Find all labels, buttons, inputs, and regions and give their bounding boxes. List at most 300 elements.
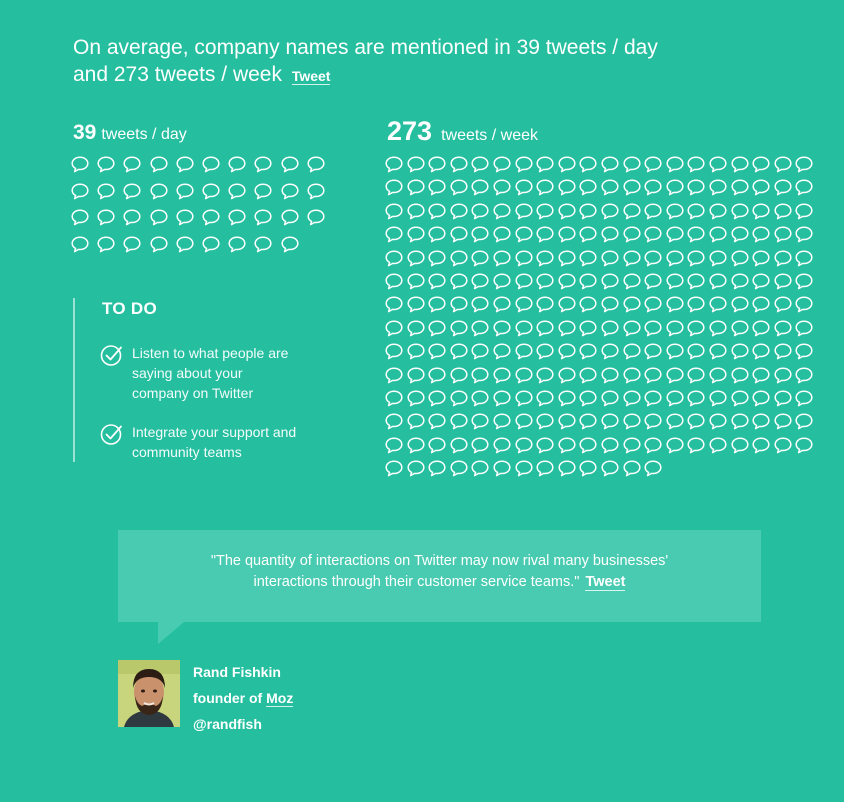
speech-bubble-icon <box>385 413 403 430</box>
speech-bubble-icon <box>515 273 533 290</box>
speech-bubble-icon <box>254 183 272 200</box>
speech-bubble-icon <box>731 413 749 430</box>
speech-bubble-icon <box>202 209 220 226</box>
speech-bubble-icon <box>558 460 576 477</box>
speech-bubble-icon <box>536 367 554 384</box>
speech-bubble-icon <box>536 250 554 267</box>
speech-bubble-icon <box>450 367 468 384</box>
speech-bubble-icon <box>795 320 813 337</box>
speech-bubble-icon <box>687 203 705 220</box>
speech-bubble-icon <box>176 156 194 173</box>
speech-bubble-icon <box>493 367 511 384</box>
speech-bubble-icon <box>601 413 619 430</box>
speech-bubble-icon <box>536 203 554 220</box>
speech-bubble-icon <box>228 236 246 253</box>
todo-item-line: Integrate your support and <box>132 424 297 440</box>
avatar <box>118 660 180 727</box>
speech-bubble-icon <box>644 179 662 196</box>
speech-bubble-icon <box>123 183 141 200</box>
speech-bubble-icon <box>623 413 641 430</box>
speech-bubble-icon <box>601 179 619 196</box>
speech-bubble-icon <box>515 296 533 313</box>
speech-bubble-icon <box>601 343 619 360</box>
speech-bubble-icon <box>666 273 684 290</box>
todo-panel <box>73 298 345 462</box>
speech-bubble-icon <box>709 179 727 196</box>
speech-bubble-icon <box>666 296 684 313</box>
speech-bubble-icon <box>515 250 533 267</box>
speech-bubble-icon <box>558 250 576 267</box>
speech-bubble-icon <box>385 296 403 313</box>
speech-bubble-icon <box>123 156 141 173</box>
speech-bubble-icon <box>536 413 554 430</box>
speech-bubble-icon <box>202 183 220 200</box>
speech-bubble-icon <box>97 183 115 200</box>
speech-bubble-icon <box>97 209 115 226</box>
quote-text <box>158 551 721 593</box>
speech-bubble-icon <box>558 343 576 360</box>
speech-bubble-icon <box>515 320 533 337</box>
todo-item <box>100 422 296 462</box>
speech-bubble-icon <box>752 226 770 243</box>
speech-bubble-icon <box>687 437 705 454</box>
speech-bubble-icon <box>687 320 705 337</box>
speech-bubble-icon <box>623 343 641 360</box>
speech-bubble-icon <box>407 437 425 454</box>
speech-bubble-icon <box>450 413 468 430</box>
speech-bubble-icon <box>471 437 489 454</box>
speech-bubble-icon <box>601 203 619 220</box>
speech-bubble-icon <box>731 250 749 267</box>
headline-line-2: and 273 tweets / week <box>73 63 282 86</box>
speech-bubble-icon <box>515 413 533 430</box>
speech-bubble-icon <box>687 226 705 243</box>
speech-bubble-icon <box>731 367 749 384</box>
speech-bubble-icon <box>709 343 727 360</box>
speech-bubble-icon <box>774 203 792 220</box>
speech-bubble-icon <box>666 390 684 407</box>
speech-bubble-icon <box>774 437 792 454</box>
speech-bubble-icon <box>731 390 749 407</box>
speech-bubble-icon <box>601 296 619 313</box>
speech-bubble-icon <box>202 236 220 253</box>
speech-bubble-icon <box>97 156 115 173</box>
speech-bubble-icon <box>687 273 705 290</box>
speech-bubble-icon <box>254 209 272 226</box>
speech-bubble-icon <box>536 460 554 477</box>
speech-bubble-icon <box>623 320 641 337</box>
speech-bubble-icon <box>752 156 770 173</box>
speech-bubble-icon <box>601 156 619 173</box>
speech-bubble-icon <box>601 320 619 337</box>
speech-bubble-icon <box>601 437 619 454</box>
speech-bubble-icon <box>471 156 489 173</box>
speech-bubble-icon <box>579 226 597 243</box>
speech-bubble-icon <box>795 437 813 454</box>
speech-bubble-icon <box>254 236 272 253</box>
speech-bubble-icon <box>407 226 425 243</box>
speech-bubble-icon <box>731 296 749 313</box>
speech-bubble-icon <box>281 156 299 173</box>
speech-bubble-icon <box>385 320 403 337</box>
speech-bubble-icon <box>428 226 446 243</box>
speech-bubble-icon <box>536 273 554 290</box>
speech-bubble-icon <box>450 273 468 290</box>
speech-bubble-icon <box>450 390 468 407</box>
speech-bubble-icon <box>579 413 597 430</box>
speech-bubble-icon <box>666 203 684 220</box>
speech-bubble-icon <box>709 203 727 220</box>
speech-bubble-icon <box>687 179 705 196</box>
speech-bubble-icon <box>150 209 168 226</box>
speech-bubble-icon <box>601 273 619 290</box>
speech-bubble-icon <box>493 460 511 477</box>
speech-bubble-icon <box>709 390 727 407</box>
speech-bubble-icon <box>385 156 403 173</box>
speech-bubble-icon <box>666 226 684 243</box>
speech-bubble-icon <box>385 437 403 454</box>
speech-bubble-icon <box>176 209 194 226</box>
check-circle-icon <box>100 422 124 446</box>
speech-bubble-icon <box>579 320 597 337</box>
speech-bubble-icon <box>795 203 813 220</box>
author-name: Rand Fishkin <box>193 664 281 680</box>
speech-bubble-icon <box>623 156 641 173</box>
speech-bubble-icon <box>666 413 684 430</box>
speech-bubble-icon <box>752 203 770 220</box>
speech-bubble-icon <box>385 367 403 384</box>
speech-bubble-icon <box>558 156 576 173</box>
speech-bubble-icon <box>558 296 576 313</box>
todo-item-text <box>132 343 288 403</box>
speech-bubble-icon <box>774 226 792 243</box>
speech-bubble-icon <box>515 156 533 173</box>
speech-bubble-icon <box>623 437 641 454</box>
speech-bubble-icon <box>644 296 662 313</box>
speech-bubble-icon <box>471 273 489 290</box>
quote-tweet-link[interactable]: Tweet <box>585 574 626 590</box>
speech-bubble-icon <box>428 296 446 313</box>
speech-bubble-icon <box>558 320 576 337</box>
speech-bubble-icon <box>623 460 641 477</box>
speech-bubble-icon <box>471 179 489 196</box>
speech-bubble-icon <box>601 460 619 477</box>
speech-bubble-icon <box>428 250 446 267</box>
speech-bubble-icon <box>752 437 770 454</box>
speech-bubble-icon <box>536 226 554 243</box>
speech-bubble-icon <box>558 226 576 243</box>
speech-bubble-icon <box>731 226 749 243</box>
speech-bubble-icon <box>536 343 554 360</box>
speech-bubble-icon <box>731 179 749 196</box>
speech-bubble-icon <box>558 203 576 220</box>
speech-bubble-icon <box>471 296 489 313</box>
speech-bubble-icon <box>666 343 684 360</box>
speech-bubble-icon <box>407 250 425 267</box>
headline <box>73 34 793 90</box>
speech-bubble-icon <box>471 203 489 220</box>
speech-bubble-icon <box>644 226 662 243</box>
speech-bubble-icon <box>471 460 489 477</box>
speech-bubble-icon <box>493 156 511 173</box>
speech-bubble-icon <box>228 183 246 200</box>
speech-bubble-icon <box>515 343 533 360</box>
speech-bubble-icon <box>428 437 446 454</box>
speech-bubble-icon <box>709 226 727 243</box>
speech-bubble-icon <box>731 320 749 337</box>
speech-bubble-icon <box>428 343 446 360</box>
headline-line-1: On average, company names are mentioned in 39 tweets / day <box>73 36 658 59</box>
speech-bubble-icon <box>644 343 662 360</box>
speech-bubble-icon <box>709 437 727 454</box>
speech-bubble-icon <box>471 250 489 267</box>
speech-bubble-icon <box>428 390 446 407</box>
speech-bubble-icon <box>601 226 619 243</box>
speech-bubble-icon <box>471 367 489 384</box>
day-tweet-grid <box>71 156 333 262</box>
speech-bubble-icon <box>623 390 641 407</box>
speech-bubble-icon <box>493 320 511 337</box>
day-stat-label <box>73 121 187 145</box>
headline-line-2-row <box>73 61 793 90</box>
speech-bubble-icon <box>407 390 425 407</box>
speech-bubble-icon <box>752 273 770 290</box>
speech-bubble-icon <box>644 460 662 477</box>
speech-bubble-icon <box>428 203 446 220</box>
speech-bubble-icon <box>307 183 325 200</box>
speech-bubble-icon <box>795 250 813 267</box>
speech-bubble-icon <box>687 390 705 407</box>
speech-bubble-icon <box>687 367 705 384</box>
speech-bubble-icon <box>536 156 554 173</box>
speech-bubble-icon <box>428 320 446 337</box>
speech-bubble-icon <box>709 156 727 173</box>
speech-bubble-icon <box>774 367 792 384</box>
todo-item-line: community teams <box>132 444 242 460</box>
speech-bubble-icon <box>515 203 533 220</box>
speech-bubble-icon <box>536 390 554 407</box>
speech-bubble-icon <box>687 250 705 267</box>
speech-bubble-icon <box>536 437 554 454</box>
week-stat-label <box>387 116 538 147</box>
author-handle[interactable]: @randfish <box>193 716 262 732</box>
speech-bubble-icon <box>407 320 425 337</box>
speech-bubble-icon <box>731 273 749 290</box>
author-info <box>193 659 293 737</box>
speech-bubble-icon <box>176 183 194 200</box>
speech-bubble-icon <box>774 156 792 173</box>
speech-bubble-icon <box>644 390 662 407</box>
speech-bubble-icon <box>774 273 792 290</box>
speech-bubble-icon <box>731 343 749 360</box>
speech-bubble-icon <box>731 203 749 220</box>
speech-bubble-icon <box>666 156 684 173</box>
speech-bubble-icon <box>795 413 813 430</box>
speech-bubble-icon <box>644 156 662 173</box>
speech-bubble-icon <box>471 413 489 430</box>
speech-bubble-icon <box>407 156 425 173</box>
speech-bubble-icon <box>558 367 576 384</box>
quote-line-2-row <box>158 572 721 593</box>
speech-bubble-icon <box>579 296 597 313</box>
speech-bubble-icon <box>536 296 554 313</box>
speech-bubble-icon <box>385 250 403 267</box>
speech-bubble-icon <box>450 343 468 360</box>
speech-bubble-icon <box>450 460 468 477</box>
speech-bubble-icon <box>493 390 511 407</box>
speech-bubble-icon <box>666 179 684 196</box>
speech-bubble-icon <box>97 236 115 253</box>
speech-bubble-icon <box>774 320 792 337</box>
speech-bubble-icon <box>795 179 813 196</box>
speech-bubble-icon <box>666 437 684 454</box>
speech-bubble-icon <box>515 226 533 243</box>
speech-bubble-icon <box>752 296 770 313</box>
speech-bubble-icon <box>687 156 705 173</box>
speech-bubble-icon <box>752 413 770 430</box>
speech-bubble-icon <box>644 367 662 384</box>
speech-bubble-icon <box>687 296 705 313</box>
speech-bubble-icon <box>752 343 770 360</box>
speech-bubble-icon <box>774 343 792 360</box>
speech-bubble-icon <box>385 179 403 196</box>
todo-item-line: company on Twitter <box>132 385 254 401</box>
speech-bubble-icon <box>471 390 489 407</box>
headline-tweet-link[interactable]: Tweet <box>291 68 331 84</box>
author-company-link[interactable]: Moz <box>266 690 294 706</box>
speech-bubble-icon <box>666 320 684 337</box>
speech-bubble-icon <box>752 320 770 337</box>
speech-bubble-icon <box>709 413 727 430</box>
speech-bubble-icon <box>623 296 641 313</box>
speech-bubble-icon <box>407 413 425 430</box>
speech-bubble-icon <box>150 156 168 173</box>
todo-item-line: saying about your <box>132 365 243 381</box>
speech-bubble-icon <box>281 183 299 200</box>
speech-bubble-icon <box>558 437 576 454</box>
speech-bubble-icon <box>687 413 705 430</box>
week-stat-value: 273 <box>387 116 433 146</box>
speech-bubble-icon <box>579 156 597 173</box>
speech-bubble-icon <box>579 250 597 267</box>
speech-bubble-icon <box>601 250 619 267</box>
speech-bubble-icon <box>623 367 641 384</box>
speech-bubble-icon <box>558 390 576 407</box>
speech-bubble-icon <box>254 156 272 173</box>
speech-bubble-icon <box>150 183 168 200</box>
speech-bubble-icon <box>515 390 533 407</box>
week-tweet-grid <box>385 156 817 483</box>
speech-bubble-icon <box>579 203 597 220</box>
speech-bubble-icon <box>228 156 246 173</box>
speech-bubble-icon <box>407 343 425 360</box>
speech-bubble-icon <box>428 413 446 430</box>
speech-bubble-icon <box>536 179 554 196</box>
speech-bubble-icon <box>428 179 446 196</box>
day-stat-unit: tweets / day <box>101 126 187 143</box>
quote-pointer <box>158 622 184 644</box>
speech-bubble-icon <box>644 320 662 337</box>
speech-bubble-icon <box>471 343 489 360</box>
speech-bubble-icon <box>774 390 792 407</box>
speech-bubble-icon <box>731 156 749 173</box>
speech-bubble-icon <box>623 203 641 220</box>
speech-bubble-icon <box>493 203 511 220</box>
speech-bubble-icon <box>795 156 813 173</box>
speech-bubble-icon <box>471 226 489 243</box>
speech-bubble-icon <box>385 460 403 477</box>
speech-bubble-icon <box>515 460 533 477</box>
speech-bubble-icon <box>795 226 813 243</box>
speech-bubble-icon <box>774 179 792 196</box>
speech-bubble-icon <box>450 203 468 220</box>
speech-bubble-icon <box>774 250 792 267</box>
speech-bubble-icon <box>752 390 770 407</box>
speech-bubble-icon <box>428 273 446 290</box>
speech-bubble-icon <box>536 320 554 337</box>
speech-bubble-icon <box>450 437 468 454</box>
todo-item <box>100 343 288 403</box>
speech-bubble-icon <box>709 250 727 267</box>
speech-bubble-icon <box>407 367 425 384</box>
speech-bubble-icon <box>731 437 749 454</box>
speech-bubble-icon <box>579 390 597 407</box>
speech-bubble-icon <box>228 209 246 226</box>
speech-bubble-icon <box>644 250 662 267</box>
speech-bubble-icon <box>558 273 576 290</box>
speech-bubble-icon <box>579 367 597 384</box>
speech-bubble-icon <box>493 343 511 360</box>
todo-item-text <box>132 422 296 462</box>
speech-bubble-icon <box>123 209 141 226</box>
speech-bubble-icon <box>752 367 770 384</box>
speech-bubble-icon <box>579 273 597 290</box>
speech-bubble-icon <box>644 437 662 454</box>
speech-bubble-icon <box>450 156 468 173</box>
speech-bubble-icon <box>407 203 425 220</box>
speech-bubble-icon <box>666 367 684 384</box>
speech-bubble-icon <box>450 179 468 196</box>
speech-bubble-icon <box>428 460 446 477</box>
speech-bubble-icon <box>493 437 511 454</box>
speech-bubble-icon <box>493 413 511 430</box>
speech-bubble-icon <box>644 203 662 220</box>
speech-bubble-icon <box>752 179 770 196</box>
speech-bubble-icon <box>71 209 89 226</box>
speech-bubble-icon <box>281 209 299 226</box>
day-stat-value: 39 <box>73 121 97 144</box>
speech-bubble-icon <box>307 209 325 226</box>
speech-bubble-icon <box>493 273 511 290</box>
speech-bubble-icon <box>471 320 489 337</box>
speech-bubble-icon <box>450 320 468 337</box>
speech-bubble-icon <box>407 179 425 196</box>
speech-bubble-icon <box>150 236 168 253</box>
speech-bubble-icon <box>795 367 813 384</box>
speech-bubble-icon <box>450 250 468 267</box>
speech-bubble-icon <box>623 273 641 290</box>
speech-bubble-icon <box>428 367 446 384</box>
author-role <box>193 685 293 711</box>
speech-bubble-icon <box>123 236 141 253</box>
quote-line-1: "The quantity of interactions on Twitter may now rival many businesses' <box>210 553 669 569</box>
speech-bubble-icon <box>428 156 446 173</box>
speech-bubble-icon <box>687 343 705 360</box>
speech-bubble-icon <box>493 179 511 196</box>
speech-bubble-icon <box>407 273 425 290</box>
speech-bubble-icon <box>493 296 511 313</box>
quote-box <box>118 530 761 622</box>
